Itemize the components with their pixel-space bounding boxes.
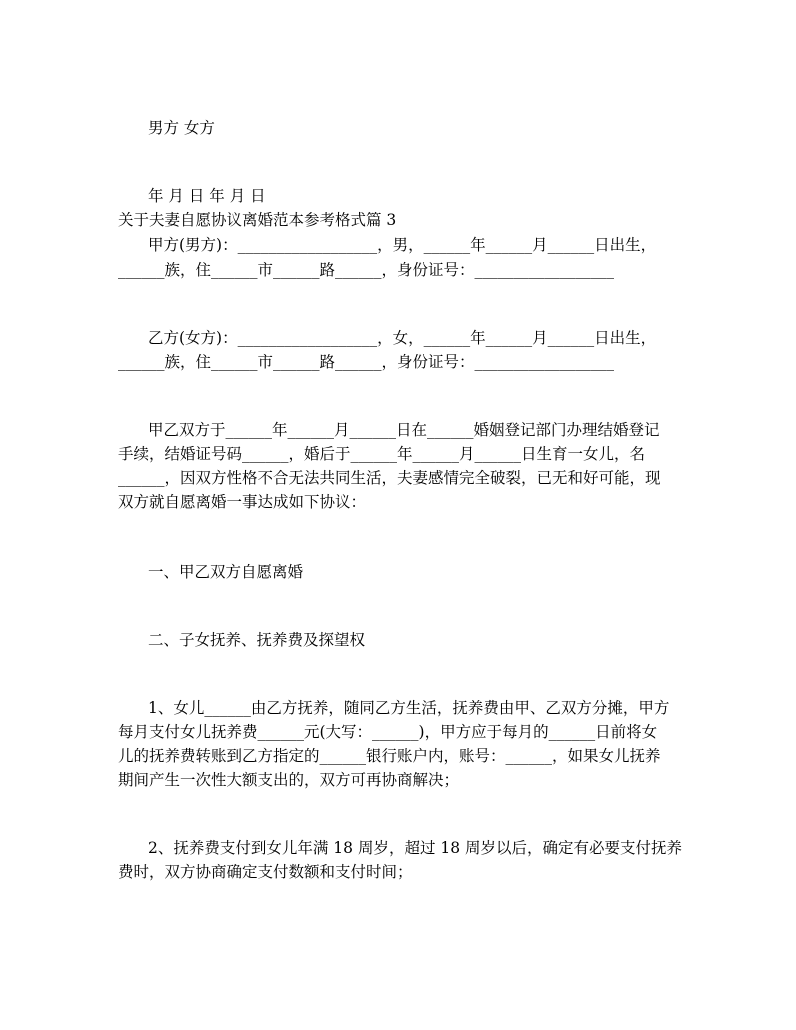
clause-2-line-2: 费时，双方协商确定支付数额和支付时间； [118, 863, 413, 881]
clause-1-line-4: 期间产生一次性大额支出的，双方可再协商解决； [118, 771, 460, 789]
preamble-line-4: 双方就自愿离婚一事达成如下协议： [118, 493, 367, 511]
signature-line: 男方 女方 [148, 119, 215, 137]
section-heading-2: 二、子女抚养、抚养费及探望权 [148, 631, 366, 649]
party-a-line-1: 甲方(男方)：__________________，男，______年______月______日出生， [148, 236, 657, 254]
clause-1-line-3: 儿的抚养费转账到乙方指定的______银行账户内，账号：______，如果女儿抚养 [118, 747, 661, 765]
document-title: 关于夫妻自愿协议离婚范本参考格式篇 3 [118, 211, 397, 229]
party-b-line-2: ______族，住______市______路______，身份证号：__________________ [118, 353, 615, 371]
clause-1-line-1: 1、女儿______由乙方抚养，随同乙方生活，抚养费由甲、乙双方分摊，甲方 [148, 699, 670, 717]
party-a-line-2: ______族，住______市______路______，身份证号：__________________ [118, 261, 615, 279]
preamble-line-1: 甲乙双方于______年______月______日在______婚姻登记部门办理结婚登记 [148, 421, 660, 439]
preamble-line-3: ______，因双方性格不合无法共同生活，夫妻感情完全破裂，已无和好可能，现 [118, 469, 661, 487]
preamble-line-2: 手续，结婚证号码______，婚后于______年______月______日生育一女儿，名 [118, 445, 646, 463]
section-heading-1: 一、甲乙双方自愿离婚 [148, 563, 304, 581]
date-line: 年 月 日 年 月 日 [148, 187, 266, 205]
party-b-line-1: 乙方(女方)：__________________，女，______年______月______日出生， [148, 329, 657, 347]
clause-2-line-1: 2、抚养费支付到女儿年满 18 周岁，超过 18 周岁以后，确定有必要支付抚养 [148, 839, 683, 857]
clause-1-line-2: 每月支付女儿抚养费______元(大写：______)，甲方应于每月的______日前将女 [118, 723, 658, 741]
